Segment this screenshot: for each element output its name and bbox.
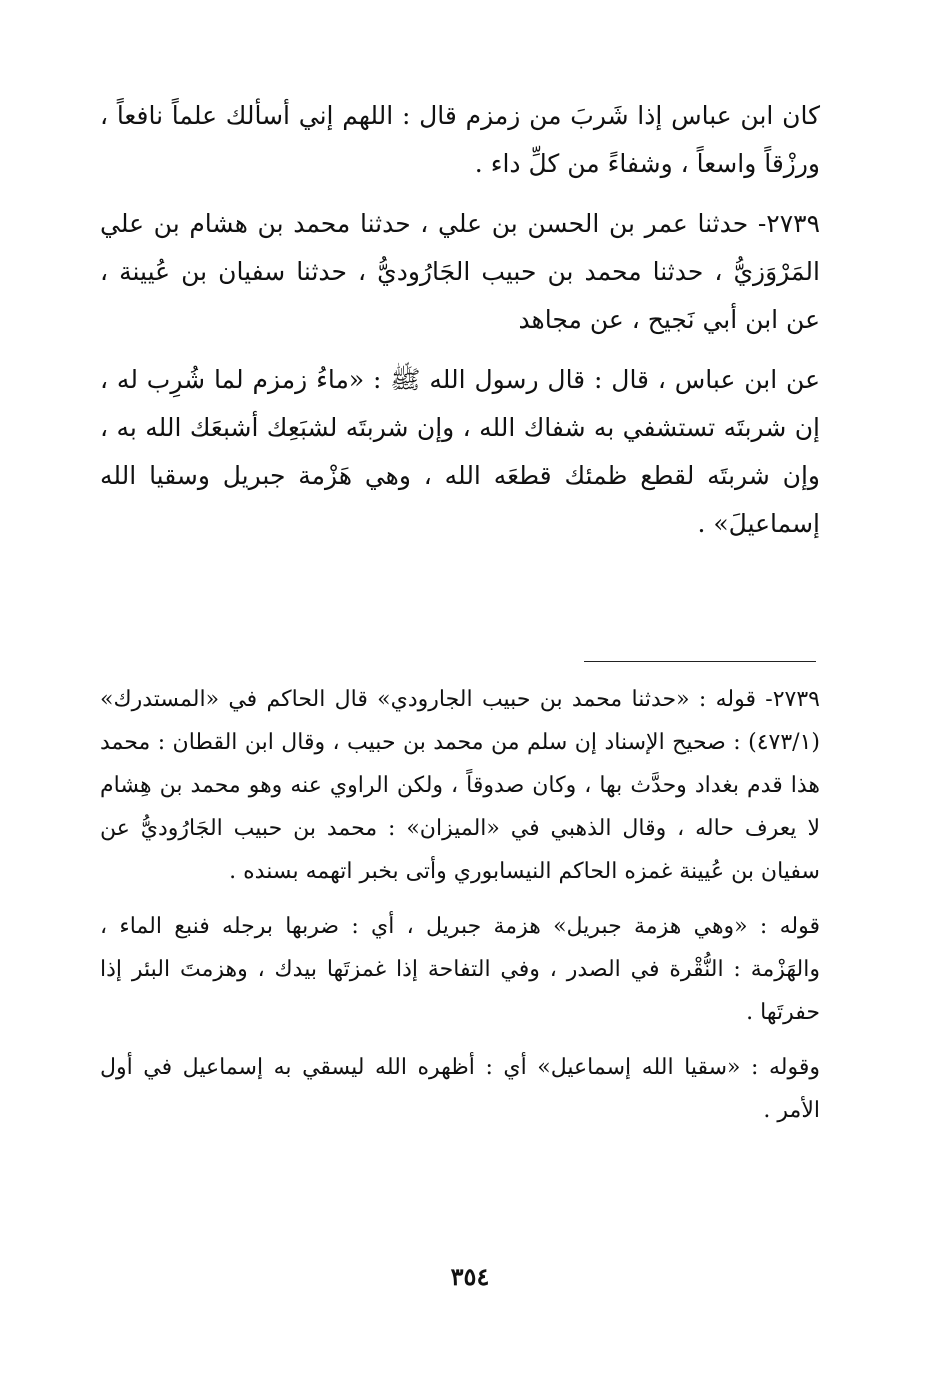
main-paragraph-hadith-text: عن ابن عباس ، قال : قال رسول الله ﷺ : «ماءُ زمزم لما شُرِب له ، إن شربتَه تستشفي به شفاك الله ، وإن شربتَه لشبَعِك أشبعَك الله به ، وإن شربتَه لقطع ظمئك قطعَه الله ، وهي هَزْمة جبريل وسقيا الله إسماعيلَ» . [100, 365, 820, 538]
page-number: ٣٥٤ [450, 1262, 490, 1291]
main-paragraph-hadith-2739: ٢٧٣٩- حدثنا عمر بن الحسن بن علي ، حدثنا محمد بن هشام بن علي المَرْوَزيُّ ، حدثنا محمد بن حبيب الجَارُوديُّ ، حدثنا سفيان بن عُيينة ، عن ابن أبي نَجيح ، عن مجاهد [100, 209, 820, 334]
footnotes [100, 678, 820, 1144]
footnote-paragraph-2: قوله : «وهي هزمة جبريل» هزمة جبريل ، أي : ضربها برجله فنبع الماء ، والهَزْمة : النُّقْرة في الصدر ، وفي التفاحة إذا غمزتَها بيدك ، وهزمتَ البئر إذا حفرتَها . [100, 914, 820, 1025]
main-text [100, 92, 820, 560]
main-paragraph-1: كان ابن عباس إذا شَربَ من زمزم قال : اللهم إني أسألك علماً نافعاً ، ورزْقاً واسعاً ، وشفاءً من كلِّ داء . [100, 101, 820, 178]
footnote-paragraph-3: وقوله : «سقيا الله إسماعيل» أي : أظهره الله ليسقي به إسماعيل في أول الأمر . [100, 1055, 820, 1123]
footnote-paragraph-1: ٢٧٣٩- قوله : «حدثنا محمد بن حبيب الجارودي» قال الحاكم في «المستدرك» (٤٧٣/١) : صحيح الإسناد إن سلم من محمد بن حبيب ، وقال ابن القطان : محمد هذا قدم بغداد وحدَّث بها ، وكان صدوقاً ، ولكن الراوي عنه وهو محمد بن هِشام لا يعرف حاله ، وقال الذهبي في «الميزان» : محمد بن حبيب الجَارُوديُّ عن سفيان بن عُيينة غمزه الحاكم النيسابوري وأتى بخبر اتهمه بسنده . [100, 687, 820, 884]
footnote-separator [584, 661, 816, 662]
